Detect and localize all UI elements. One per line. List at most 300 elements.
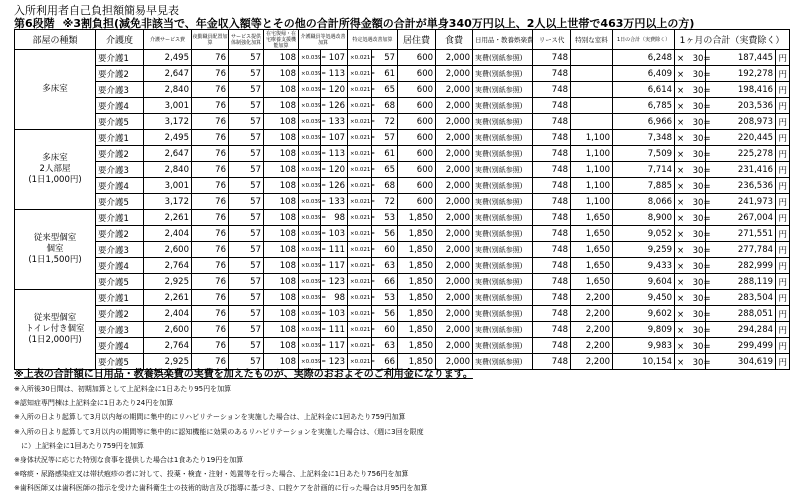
care-level: 要介護3	[96, 322, 144, 338]
daily-goods: 実費(別紙参照)	[473, 290, 533, 306]
food-fee: 2,000	[436, 338, 473, 354]
service-fee: 3,001	[144, 178, 192, 194]
room-type-line: (1日2,000円)	[28, 335, 82, 345]
header-addition: 夜勤職員配置加算	[192, 30, 229, 50]
special-value: 65	[372, 162, 398, 178]
yen-unit: 円	[776, 66, 790, 82]
residence-fee: 1,850	[398, 290, 436, 306]
night-addition: 76	[192, 290, 229, 306]
lease-fee: 748	[533, 130, 571, 146]
day-total: 6,248	[613, 50, 675, 66]
table-row	[15, 274, 790, 290]
night-addition: 76	[192, 274, 229, 290]
special-room-fee: 2,200	[571, 354, 613, 370]
residence-fee: 1,850	[398, 338, 436, 354]
month-total: 208,973	[706, 114, 776, 130]
special-value: 53	[372, 210, 398, 226]
room-type-line: 多床室	[42, 153, 68, 163]
special-rate: ×0.021=	[348, 114, 372, 130]
table-row	[15, 210, 790, 226]
yen-unit: 円	[776, 50, 790, 66]
special-value: 57	[372, 130, 398, 146]
treatment-rate: ×0.039=	[299, 290, 321, 306]
yen-unit: 円	[776, 322, 790, 338]
month-total: 304,619	[706, 354, 776, 370]
care-level: 要介護4	[96, 98, 144, 114]
special-rate: ×0.021=	[348, 194, 372, 210]
header-treatment: 介護職員等処遇改善加算	[299, 30, 348, 50]
enhance-addition: 57	[229, 338, 264, 354]
return-addition: 108	[264, 66, 299, 82]
lease-fee: 748	[533, 114, 571, 130]
return-addition: 108	[264, 162, 299, 178]
yen-unit: 円	[776, 242, 790, 258]
room-type-cell	[15, 130, 96, 210]
month-total: 236,536	[706, 178, 776, 194]
times-30: × 30=	[675, 162, 706, 178]
service-fee: 2,764	[144, 338, 192, 354]
lease-fee: 748	[533, 290, 571, 306]
table-row	[15, 290, 790, 306]
daily-goods: 実費(別紙参照)	[473, 98, 533, 114]
treatment-rate: ×0.039=	[299, 50, 321, 66]
night-addition: 76	[192, 162, 229, 178]
night-addition: 76	[192, 178, 229, 194]
header-daily: 日用品・教養娯楽費	[473, 30, 533, 50]
day-total: 9,052	[613, 226, 675, 242]
treatment-rate: ×0.039=	[299, 226, 321, 242]
table-row	[15, 306, 790, 322]
times-30: × 30=	[675, 114, 706, 130]
day-total: 7,348	[613, 130, 675, 146]
enhance-addition: 57	[229, 82, 264, 98]
daily-goods: 実費(別紙参照)	[473, 178, 533, 194]
day-total: 9,809	[613, 322, 675, 338]
special-rate: ×0.021=	[348, 322, 372, 338]
room-type-cell	[15, 210, 96, 290]
special-rate: ×0.021=	[348, 50, 372, 66]
lease-fee: 748	[533, 210, 571, 226]
food-fee: 2,000	[436, 66, 473, 82]
food-fee: 2,000	[436, 50, 473, 66]
special-value: 56	[372, 306, 398, 322]
care-level: 要介護4	[96, 338, 144, 354]
service-fee: 2,925	[144, 274, 192, 290]
treatment-value: 113	[321, 66, 348, 82]
night-addition: 76	[192, 98, 229, 114]
header-care: 介護度	[96, 30, 144, 50]
special-room-fee: 2,200	[571, 338, 613, 354]
room-type-cell	[15, 50, 96, 130]
day-total: 9,259	[613, 242, 675, 258]
header-day-total: 1日の合計（実費除く）	[613, 30, 675, 50]
month-total: 288,119	[706, 274, 776, 290]
day-total: 9,450	[613, 290, 675, 306]
care-level: 要介護2	[96, 226, 144, 242]
header-enhance: サービス提供体制強化加算	[229, 30, 264, 50]
special-value: 57	[372, 50, 398, 66]
daily-goods: 実費(別紙参照)	[473, 194, 533, 210]
daily-goods: 実費(別紙参照)	[473, 66, 533, 82]
service-fee: 2,600	[144, 242, 192, 258]
service-fee: 2,764	[144, 258, 192, 274]
food-fee: 2,000	[436, 98, 473, 114]
return-addition: 108	[264, 146, 299, 162]
enhance-addition: 57	[229, 50, 264, 66]
room-type-cell	[15, 290, 96, 370]
treatment-rate: ×0.039=	[299, 274, 321, 290]
enhance-addition: 57	[229, 114, 264, 130]
special-value: 66	[372, 354, 398, 370]
food-fee: 2,000	[436, 162, 473, 178]
special-rate: ×0.021=	[348, 258, 372, 274]
service-fee: 2,495	[144, 50, 192, 66]
lease-fee: 748	[533, 162, 571, 178]
care-level: 要介護5	[96, 114, 144, 130]
table-row	[15, 50, 790, 66]
night-addition: 76	[192, 50, 229, 66]
care-level: 要介護3	[96, 162, 144, 178]
room-type-line: (1日1,500円)	[28, 255, 82, 265]
times-30: × 30=	[675, 66, 706, 82]
yen-unit: 円	[776, 274, 790, 290]
special-value: 72	[372, 114, 398, 130]
treatment-rate: ×0.039=	[299, 338, 321, 354]
food-fee: 2,000	[436, 354, 473, 370]
month-total: 271,551	[706, 226, 776, 242]
treatment-value: 111	[321, 242, 348, 258]
night-addition: 76	[192, 242, 229, 258]
enhance-addition: 57	[229, 274, 264, 290]
night-addition: 76	[192, 66, 229, 82]
treatment-rate: ×0.039=	[299, 98, 321, 114]
daily-goods: 実費(別紙参照)	[473, 210, 533, 226]
yen-unit: 円	[776, 162, 790, 178]
service-fee: 2,261	[144, 290, 192, 306]
special-room-fee: 1,100	[571, 146, 613, 162]
treatment-value: 98	[321, 290, 348, 306]
treatment-value: 123	[321, 274, 348, 290]
lease-fee: 748	[533, 354, 571, 370]
header-room: 部屋の種類	[15, 30, 96, 50]
room-type-line: 従来型個室	[33, 233, 77, 243]
return-addition: 108	[264, 338, 299, 354]
month-total: 283,504	[706, 290, 776, 306]
care-level: 要介護2	[96, 66, 144, 82]
treatment-rate: ×0.039=	[299, 258, 321, 274]
service-fee: 2,600	[144, 322, 192, 338]
enhance-addition: 57	[229, 290, 264, 306]
residence-fee: 1,850	[398, 226, 436, 242]
special-room-fee: 1,650	[571, 226, 613, 242]
night-addition: 76	[192, 82, 229, 98]
month-total: 299,499	[706, 338, 776, 354]
care-level: 要介護2	[96, 146, 144, 162]
enhance-addition: 57	[229, 226, 264, 242]
service-fee: 2,495	[144, 130, 192, 146]
treatment-rate: ×0.039=	[299, 194, 321, 210]
treatment-value: 133	[321, 194, 348, 210]
page-title: 入所利用者自己負担額簡易早見表	[14, 4, 179, 17]
treatment-rate: ×0.039=	[299, 130, 321, 146]
yen-unit: 円	[776, 226, 790, 242]
treatment-value: 111	[321, 322, 348, 338]
special-value: 68	[372, 178, 398, 194]
special-value: 63	[372, 338, 398, 354]
food-fee: 2,000	[436, 194, 473, 210]
enhance-addition: 57	[229, 322, 264, 338]
special-room-fee: 1,650	[571, 210, 613, 226]
care-level: 要介護1	[96, 130, 144, 146]
enhance-addition: 57	[229, 242, 264, 258]
note-line: ※入所の日より起算して3月以内の期間等に集中的に認知機能に効果のあるリハビリテーションを実施した場合は、（週に3回を限度	[14, 427, 424, 436]
day-total: 9,983	[613, 338, 675, 354]
care-level: 要介護5	[96, 354, 144, 370]
residence-fee: 1,850	[398, 258, 436, 274]
special-rate: ×0.021=	[348, 338, 372, 354]
month-total: 231,416	[706, 162, 776, 178]
special-rate: ×0.021=	[348, 290, 372, 306]
yen-unit: 円	[776, 98, 790, 114]
month-total: 288,051	[706, 306, 776, 322]
special-value: 61	[372, 146, 398, 162]
fee-table	[14, 29, 790, 370]
care-level: 要介護1	[96, 50, 144, 66]
yen-unit: 円	[776, 354, 790, 370]
care-level: 要介護3	[96, 242, 144, 258]
treatment-rate: ×0.039=	[299, 354, 321, 370]
times-30: × 30=	[675, 274, 706, 290]
treatment-rate: ×0.039=	[299, 82, 321, 98]
table-row	[15, 66, 790, 82]
care-level: 要介護5	[96, 274, 144, 290]
residence-fee: 1,850	[398, 354, 436, 370]
special-room-fee: 1,100	[571, 130, 613, 146]
month-total: 282,999	[706, 258, 776, 274]
daily-goods: 実費(別紙参照)	[473, 146, 533, 162]
special-value: 65	[372, 82, 398, 98]
night-addition: 76	[192, 322, 229, 338]
times-30: × 30=	[675, 306, 706, 322]
return-addition: 108	[264, 258, 299, 274]
table-row	[15, 258, 790, 274]
special-value: 56	[372, 226, 398, 242]
treatment-rate: ×0.039=	[299, 146, 321, 162]
day-total: 9,433	[613, 258, 675, 274]
residence-fee: 1,850	[398, 242, 436, 258]
residence-fee: 600	[398, 130, 436, 146]
day-total: 7,509	[613, 146, 675, 162]
lease-fee: 748	[533, 306, 571, 322]
times-30: × 30=	[675, 242, 706, 258]
residence-fee: 600	[398, 98, 436, 114]
special-room-fee	[571, 50, 613, 66]
lease-fee: 748	[533, 242, 571, 258]
care-level: 要介護4	[96, 178, 144, 194]
treatment-value: 120	[321, 82, 348, 98]
residence-fee: 600	[398, 178, 436, 194]
treatment-value: 117	[321, 258, 348, 274]
day-total: 8,900	[613, 210, 675, 226]
service-fee: 2,925	[144, 354, 192, 370]
return-addition: 108	[264, 98, 299, 114]
food-fee: 2,000	[436, 210, 473, 226]
header-service: 介護サービス費	[144, 30, 192, 50]
room-type-line: トイレ付き個室	[25, 324, 85, 334]
day-total: 7,885	[613, 178, 675, 194]
day-total: 8,066	[613, 194, 675, 210]
treatment-rate: ×0.039=	[299, 162, 321, 178]
special-value: 66	[372, 274, 398, 290]
daily-goods: 実費(別紙参照)	[473, 354, 533, 370]
daily-goods: 実費(別紙参照)	[473, 322, 533, 338]
treatment-value: 107	[321, 130, 348, 146]
day-total: 9,604	[613, 274, 675, 290]
return-addition: 108	[264, 274, 299, 290]
treatment-rate: ×0.039=	[299, 178, 321, 194]
food-fee: 2,000	[436, 146, 473, 162]
day-total: 9,602	[613, 306, 675, 322]
day-total: 10,154	[613, 354, 675, 370]
month-total: 294,284	[706, 322, 776, 338]
night-addition: 76	[192, 258, 229, 274]
treatment-value: 133	[321, 114, 348, 130]
special-rate: ×0.021=	[348, 146, 372, 162]
lease-fee: 748	[533, 322, 571, 338]
residence-fee: 600	[398, 162, 436, 178]
room-type-line: 従来型個室	[33, 313, 77, 323]
special-rate: ×0.021=	[348, 306, 372, 322]
food-fee: 2,000	[436, 114, 473, 130]
header-month-total: 1ヶ月の合計（実費除く）	[675, 30, 790, 50]
service-fee: 2,261	[144, 210, 192, 226]
treatment-value: 123	[321, 354, 348, 370]
special-room-fee: 1,650	[571, 258, 613, 274]
month-total: 225,278	[706, 146, 776, 162]
return-addition: 108	[264, 130, 299, 146]
return-addition: 108	[264, 306, 299, 322]
daily-goods: 実費(別紙参照)	[473, 162, 533, 178]
treatment-rate: ×0.039=	[299, 210, 321, 226]
service-fee: 2,404	[144, 226, 192, 242]
header-lease: リース代	[533, 30, 571, 50]
times-30: × 30=	[675, 130, 706, 146]
food-fee: 2,000	[436, 226, 473, 242]
times-30: × 30=	[675, 290, 706, 306]
table-row	[15, 130, 790, 146]
care-level: 要介護3	[96, 82, 144, 98]
special-room-fee: 2,200	[571, 322, 613, 338]
enhance-addition: 57	[229, 258, 264, 274]
table-row	[15, 178, 790, 194]
care-level: 要介護4	[96, 258, 144, 274]
month-total: 198,416	[706, 82, 776, 98]
month-total: 203,536	[706, 98, 776, 114]
room-type-line: 個室	[46, 244, 64, 254]
special-value: 68	[372, 98, 398, 114]
residence-fee: 600	[398, 82, 436, 98]
special-value: 60	[372, 242, 398, 258]
return-addition: 108	[264, 114, 299, 130]
night-addition: 76	[192, 338, 229, 354]
yen-unit: 円	[776, 306, 790, 322]
night-addition: 76	[192, 194, 229, 210]
times-30: × 30=	[675, 178, 706, 194]
header-return-support: 在宅復帰・在宅療養支援機能加算	[264, 30, 299, 50]
return-addition: 108	[264, 290, 299, 306]
daily-goods: 実費(別紙参照)	[473, 50, 533, 66]
special-room-fee: 1,100	[571, 178, 613, 194]
treatment-value: 126	[321, 178, 348, 194]
special-room-fee	[571, 98, 613, 114]
special-value: 72	[372, 194, 398, 210]
room-type-line: 多床室	[42, 84, 68, 94]
times-30: × 30=	[675, 50, 706, 66]
special-rate: ×0.021=	[348, 66, 372, 82]
night-addition: 76	[192, 130, 229, 146]
daily-goods: 実費(別紙参照)	[473, 258, 533, 274]
times-30: × 30=	[675, 194, 706, 210]
return-addition: 108	[264, 354, 299, 370]
special-rate: ×0.021=	[348, 354, 372, 370]
note-line: ※身体状況等に応じた特別な食事を提供した場合は1食あたり19円を加算	[14, 456, 244, 465]
special-value: 63	[372, 258, 398, 274]
treatment-value: 98	[321, 210, 348, 226]
special-rate: ×0.021=	[348, 226, 372, 242]
lease-fee: 748	[533, 98, 571, 114]
food-fee: 2,000	[436, 306, 473, 322]
day-total: 6,785	[613, 98, 675, 114]
yen-unit: 円	[776, 258, 790, 274]
month-total: 241,973	[706, 194, 776, 210]
table-row	[15, 162, 790, 178]
room-type-line: (1日1,000円)	[28, 175, 82, 185]
month-total: 187,445	[706, 50, 776, 66]
lease-fee: 748	[533, 258, 571, 274]
daily-goods: 実費(別紙参照)	[473, 274, 533, 290]
special-value: 61	[372, 66, 398, 82]
special-room-fee	[571, 114, 613, 130]
treatment-value: 103	[321, 306, 348, 322]
table-row	[15, 226, 790, 242]
food-fee: 2,000	[436, 258, 473, 274]
residence-fee: 600	[398, 146, 436, 162]
table-row	[15, 322, 790, 338]
lease-fee: 748	[533, 226, 571, 242]
enhance-addition: 57	[229, 178, 264, 194]
note-line: に）上記料金に1回あたり759円を加算	[14, 441, 144, 450]
service-fee: 2,840	[144, 162, 192, 178]
treatment-value: 120	[321, 162, 348, 178]
special-room-fee: 1,100	[571, 194, 613, 210]
level-label: 第6段階	[14, 17, 55, 30]
table-row	[15, 194, 790, 210]
care-level: 要介護5	[96, 194, 144, 210]
care-level: 要介護2	[96, 306, 144, 322]
treatment-value: 107	[321, 50, 348, 66]
night-addition: 76	[192, 354, 229, 370]
table-row	[15, 146, 790, 162]
special-value: 60	[372, 322, 398, 338]
residence-fee: 1,850	[398, 274, 436, 290]
night-addition: 76	[192, 114, 229, 130]
day-total: 6,614	[613, 82, 675, 98]
table-row	[15, 338, 790, 354]
lease-fee: 748	[533, 66, 571, 82]
service-fee: 3,172	[144, 114, 192, 130]
header-row	[15, 30, 790, 50]
service-fee: 2,647	[144, 66, 192, 82]
